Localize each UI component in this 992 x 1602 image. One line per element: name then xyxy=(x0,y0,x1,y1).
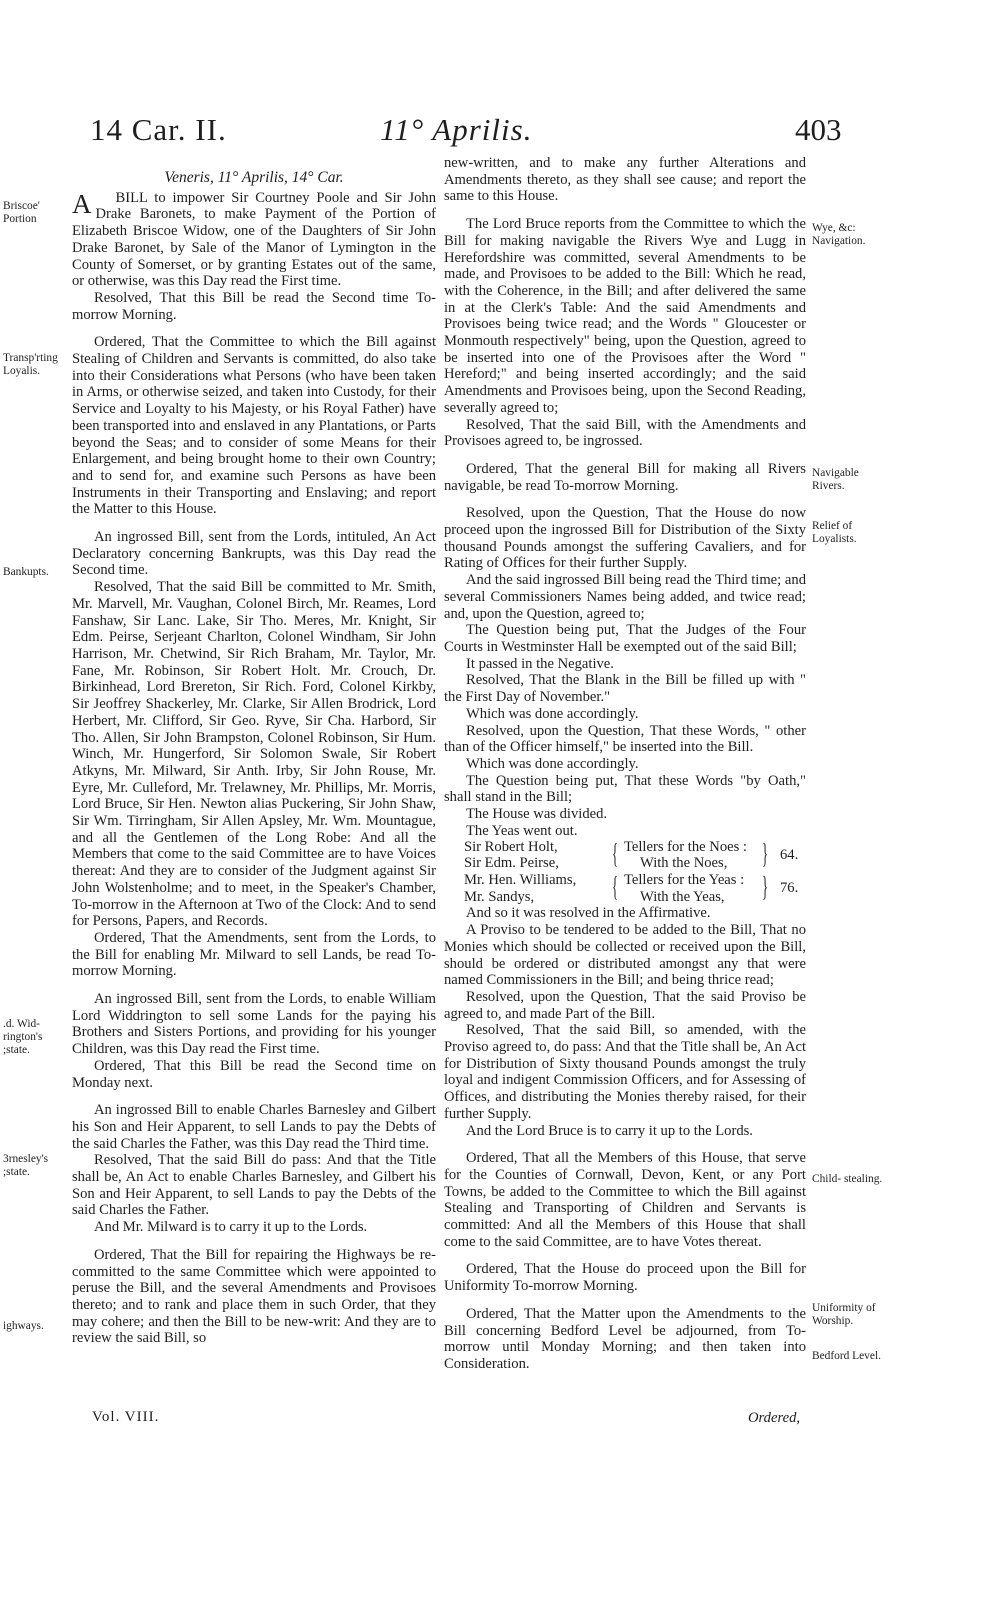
entry-milward-carry: And Mr. Milward is to carry it up to the Lords. xyxy=(94,1219,368,1236)
count-yeas: 76. xyxy=(780,880,799,897)
entry-judges-question: The Question being put, That the Judges of the Four Courts in Westminster Hall be exempted out of the said Bill; xyxy=(444,622,806,655)
entry-rivers-navigable: Ordered, That the general Bill for making all Rivers navigable, be read To-morrow Morning. xyxy=(444,460,806,494)
entry-oath-question: The Question being put, That these Words "by Oath," shall stand in the Bill; xyxy=(444,772,806,806)
entry-widdrington-order: Ordered, That this Bill be read the Second time on Monday next. xyxy=(72,1057,436,1091)
teller-yeas-1: Mr. Hen. Williams, xyxy=(464,872,577,889)
teller-noes-1: Sir Robert Holt, xyxy=(464,839,558,856)
entry-text: BILL to impower Sir Courtney Poole and Sir John Drake Baronets, to make Payment of the Portion of Elizabeth Briscoe Widow, one of the Daughters of Sir John Drake Baronet, by Sale of the Manor of Lymington in the County of Somerset, or by granting Estates out of the same, or otherwise, was this Day read the First time. xyxy=(72,189,436,290)
brace-left-noes: { xyxy=(612,839,619,871)
margin-note-relief: Relief of Loyalists. xyxy=(812,520,857,545)
brace-left-yeas: { xyxy=(612,872,619,904)
entry-highways: Ordered, That the Bill for repairing the Highways be re-committed to the same Committee which were appointed to peruse the Bill, and the several Amendments and Provisoes thereto; and to rank and place them in such Order, that they may cohere; and then the Bill to be new-writ: And they are to review the said Bill, so xyxy=(72,1246,436,1347)
margin-note-barnesley: 3rnesley's ;state. xyxy=(3,1153,49,1178)
entry-yeas-out: The Yeas went out. xyxy=(466,822,578,839)
entry-blank-filled: Resolved, That the Blank in the Bill be filled up with " the First Day of November." xyxy=(444,672,806,706)
entry-third-reading: And the said ingrossed Bill being read the Third time; and several Commissioners Names being added, and twice read; and, upon the Question, agreed to; xyxy=(444,572,806,622)
running-head-reign: 14 Car. II. xyxy=(90,112,227,147)
drop-cap: A xyxy=(72,188,92,219)
running-head-date: 11° Aprilis. xyxy=(380,112,533,147)
margin-note-bankrupts: Bankupts. xyxy=(3,566,49,578)
session-heading: Veneris, 11° Aprilis, 14° Car. xyxy=(164,169,344,186)
margin-note-navigable: Navigable Rivers. xyxy=(812,467,859,492)
margin-note-uniformity: Uniformity of Worship. xyxy=(812,1302,876,1327)
teller-yeas-role-2: With the Yeas, xyxy=(640,889,725,906)
entry-done-1: Which was done accordingly. xyxy=(466,705,639,722)
margin-note-wye: Wye, &c: Navigation. xyxy=(812,222,866,247)
entry-negative: It passed in the Negative. xyxy=(466,655,614,672)
entry-milward-amendments: Ordered, That the Amendments, sent from the Lords, to the Bill for enabling Mr. Milward to sell Lands, be read To-morrow Morning. xyxy=(72,929,436,980)
left-column xyxy=(72,170,436,1347)
entry-house-divided: The House was divided. xyxy=(466,806,608,823)
entry-wye-lugg-report: The Lord Bruce reports from the Committee to which the Bill for making navigable the Rivers Wye and Lugg in Herefordshire was committed, several Amendments to be made, and Provisoes to be added to the Bill: Which he read, with the Coherence, in the Bill; and after delivered the same in at the Clerk's Table: And the said Amendments and Provisoes being twice read; and the Words " Gloucester or Monmouth respectively" being, upon the Question, agreed to be inserted into one of the Provisoes after the Word " Hereford;" and being inserted accordingly; and the said Amendments and Provisoes being, upon the Second Reading, severally agreed to; xyxy=(444,216,806,416)
margin-note-child-stealing: Child- stealing. xyxy=(812,1173,883,1185)
entry-briscoe-bill xyxy=(72,190,436,290)
margin-note-widdrington: .d. Wid- rington's ;state. xyxy=(3,1018,43,1056)
entry-proviso-agreed: Resolved, upon the Question, That the said Proviso be agreed to, and made Part of the Bill. xyxy=(444,988,806,1022)
margin-note-briscoe: Briscoe' Portion xyxy=(3,200,40,225)
entry-widdrington-bill: An ingrossed Bill, sent from the Lords, to enable William Lord Widdrington to sell some Lands for the paying his Brothers and Sisters Portions, and providing for his younger Children, was this Day read the First time. xyxy=(72,991,436,1058)
entry-resolved-second-reading: Resolved, That this Bill be read the Second time To-morrow Morning. xyxy=(72,289,436,323)
entry-affirmative: And so it was resolved in the Affirmative. xyxy=(466,905,711,922)
teller-yeas-2: Mr. Sandys, xyxy=(464,889,535,906)
entry-cavaliers-bill: Resolved, upon the Question, That the House do now proceed upon the ingrossed Bill for Distribution of the Sixty thousand Pounds amongst the suffering Cavaliers, and for Rating of Offices for their further Supply. xyxy=(444,505,806,572)
brace-right-yeas: } xyxy=(762,872,769,904)
margin-note-bedford: Bedford Level. xyxy=(812,1350,881,1362)
entry-uniformity: Ordered, That the House do proceed upon the Bill for Uniformity To-morrow Morning. xyxy=(444,1261,806,1295)
entry-barnesley-resolved: Resolved, That the said Bill do pass: And that the Title shall be, An Act to enable Charles Barnesley, and Gilbert his Son and Heir Apparent, to sell Lands to pay the Debts of the said Charles the Father. xyxy=(72,1152,436,1219)
page-number: 403 xyxy=(795,112,842,147)
entry-transported-loyalists: Ordered, That the Committee to which the Bill against Stealing of Children and Servants is committed, do also take into their Considerations what Persons (who have been taken in Arms, or otherwise seized, and taken into Custody, for their Service and Loyalty to his Majesty, or his Royal Father) have been transported into and enslaved in any Plantations, or Parts beyond the Seas; and to consider of some Means for their Enlargement, and being brought home to their own Country; and to send for, and examine such Persons as have been Instruments in their Transporting and Enslaving; and report the Matter to this House. xyxy=(72,334,436,518)
division-tellers xyxy=(464,839,806,905)
teller-noes-role-1: Tellers for the Noes : xyxy=(624,839,747,856)
entry-barnesley-bill: An ingrossed Bill to enable Charles Barnesley and Gilbert his Son and Heir Apparent, to sell Lands to pay the Debts of the said Charles the Father, was this Day read the Third time. xyxy=(72,1102,436,1152)
entry-bankrupts-bill: An ingrossed Bill, sent from the Lords, intituled, An Act Declaratory concerning Bankrupts, was this Day read the Second time. xyxy=(72,529,436,579)
entry-bill-pass: Resolved, That the said Bill, so amended, with the Proviso agreed to, do pass: And that the Title shall be, An Act for Distribution of Sixty thousand Pounds amongst the truly loyal and indigent Commission Officers, and for Assessing of Offices, and distributing the Monies thereby raised, for their further Supply. xyxy=(444,1022,806,1122)
margin-note-transporting: Transp'rting Loyalis. xyxy=(3,352,58,377)
entry-done-2: Which was done accordingly. xyxy=(466,755,639,772)
right-column xyxy=(444,155,806,1373)
catchword: Ordered, xyxy=(748,1410,801,1426)
entry-continuation: new-written, and to make any further Alterations and Amendments thereto, as they shall see cause; and report the same to this House. xyxy=(444,155,806,205)
entry-bankrupts-committee: Resolved, That the said Bill be committed to Mr. Smith, Mr. Marvell, Mr. Vaughan, Colonel Birch, Mr. Reames, Lord Fanshaw, Sir Lanc. Lake, Sir Tho. Meres, Mr. Knight, Sir Edm. Peirse, Serjeant Charlton, Colonel Windham, Sir John Harrison, Mr. Chetwind, Sir Rich Braham, Mr. Taylor, Mr. Fane, Mr. Robinson, Sir Robert Holt. Mr. Crouch, Dr. Birkinhead, Lord Brereton, Sir Rich. Ford, Colonel Kirkby, Sir Jeoffrey Shackerley, Mr. Clarke, Sir Allen Brodrick, Lord Herbert, Mr. Clifford, Sir Geo. Ryve, Sir Cha. Harbord, Sir Tho. Allen, Sir John Brampston, Colonel Robinson, Sir Hum. Winch, Mr. Hungerford, Sir Solomon Swale, Sir Robert Atkyns, Mr. Milward, Sir Anth. Irby, Sir John Rouse, Mr. Eyre, Mr. Culleford, Mr. Trelawney, Mr. Phillips, Mr. Morris, Lord Bruce, Sir Hen. Newton alias Puckering, Sir John Shaw, Sir Wm. Tirringham, Sir Allen Apsley, Mr. Wm. Mountague, and all the Gentlemen of the Long Robe: And all the Members that come to the said Committee are to have Voices thereat: And they are to consider of the Judgment against Sir John Wolstenholme; and to meet, in the Speaker's Chamber, To-morrow in the Afternoon at Two of the Clock: And to send for Persons, Papers, and Records. xyxy=(72,579,436,930)
count-noes: 64. xyxy=(780,847,799,864)
entry-officer-words: Resolved, upon the Question, That these Words, " other than of the Officer himself," be inserted into the Bill. xyxy=(444,722,806,756)
brace-right-noes: } xyxy=(762,839,769,871)
entry-bedford-level: Ordered, That the Matter upon the Amendments to the Bill concerning Bedford Level be adjourned, from To-morrow until Monday Morning; and then taken into Consideration. xyxy=(444,1305,806,1372)
teller-yeas-role-1: Tellers for the Yeas : xyxy=(624,872,745,889)
margin-note-highways: ighways. xyxy=(3,1320,44,1332)
teller-noes-2: Sir Edm. Peirse, xyxy=(464,855,559,872)
teller-noes-role-2: With the Noes, xyxy=(640,855,728,872)
entry-bruce-carry: And the Lord Bruce is to carry it up to the Lords. xyxy=(466,1122,753,1139)
volume-signature: Vol. VIII. xyxy=(92,1409,160,1425)
entry-proviso: A Proviso to be tendered to be added to the Bill, That no Monies which should be collected or received upon the Bill, should be ordered or distributed amongst any that were named Commissioners in the Bill; and being thrice read; xyxy=(444,922,806,989)
entry-wye-resolved: Resolved, That the said Bill, with the Amendments and Provisoes agreed to, be ingrossed. xyxy=(444,416,806,450)
entry-child-stealing: Ordered, That all the Members of this House, that serve for the Counties of Cornwall, Devon, Kent, or any Port Towns, be added to the Committee to which the Bill against Stealing and Transporting of Children and Servants is committed: And all the Members of this House that shall come to the said Committee, are to have Votes thereat. xyxy=(444,1150,806,1250)
